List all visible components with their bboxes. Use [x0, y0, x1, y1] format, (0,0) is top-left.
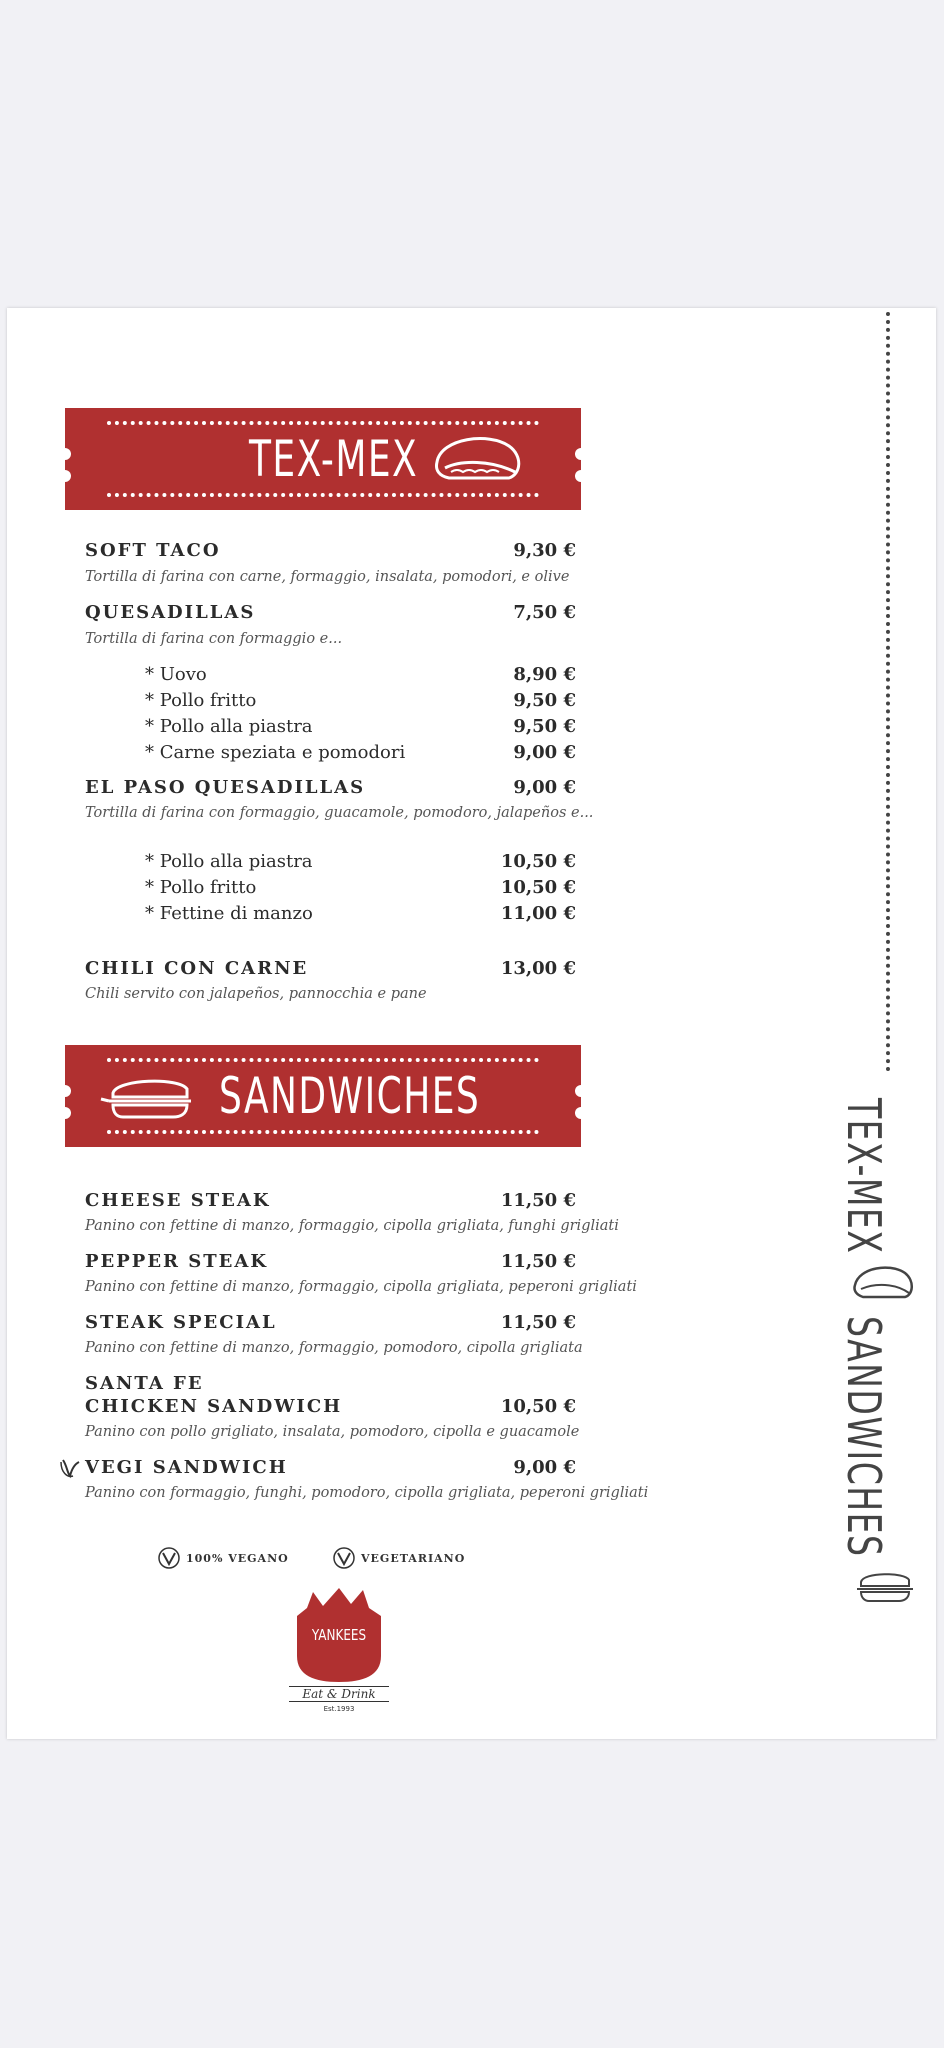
item-name: SANTA FE — [85, 1373, 204, 1394]
option-price: 10,50 € — [500, 877, 576, 898]
item-name: CHILI CON CARNE — [85, 958, 309, 979]
item-name: PEPPER STEAK — [85, 1251, 268, 1272]
option-price: 11,00 € — [500, 903, 576, 924]
option-price: 9,00 € — [513, 742, 576, 763]
side-label-texmex: TEX-MEX — [837, 1098, 891, 1255]
option-name: * Carne speziata e pomodori — [145, 742, 406, 763]
vegetarian-legend-icon — [332, 1546, 356, 1570]
side-sandwich-icon — [851, 1568, 917, 1604]
vegan-legend: 100% VEGANO — [186, 1552, 289, 1565]
item-name: QUESADILLAS — [85, 602, 256, 623]
item-price: 11,50 € — [500, 1190, 576, 1211]
item-price: 9,30 € — [513, 540, 576, 561]
option-name: * Fettine di manzo — [145, 903, 313, 924]
dotted-divider — [886, 312, 890, 1072]
side-taco-icon — [851, 1263, 917, 1303]
item-price: 9,00 € — [513, 777, 576, 798]
item-name: SOFT TACO — [85, 540, 221, 561]
option-price: 10,50 € — [500, 851, 576, 872]
item-description: Tortilla di farina con formaggio e... — [85, 631, 343, 647]
vegan-icon — [157, 1546, 181, 1570]
item-description: Panino con formaggio, funghi, pomodoro, cipolla grigliata, peperoni grigliati — [85, 1485, 649, 1501]
option-price: 9,50 € — [513, 716, 576, 737]
sandwiches-banner — [65, 1045, 581, 1147]
item-description: Chili servito con jalapeños, pannocchia e pane — [85, 986, 427, 1002]
option-name: * Pollo alla piastra — [145, 851, 313, 872]
item-price: 11,50 € — [500, 1251, 576, 1272]
option-name: * Pollo alla piastra — [145, 716, 313, 737]
side-label-sandwiches: SANDWICHES — [837, 1316, 891, 1558]
item-description: Panino con pollo grigliato, insalata, pomodoro, cipolla e guacamole — [85, 1424, 580, 1440]
texmex-banner — [65, 408, 581, 510]
item-description: Tortilla di farina con carne, formaggio, insalata, pomodori, e olive — [85, 569, 570, 585]
option-price: 8,90 € — [513, 664, 576, 685]
texmex-title: TEX-MEX — [249, 430, 419, 488]
item-price: 10,50 € — [500, 1396, 576, 1417]
item-price: 9,00 € — [513, 1457, 576, 1478]
menu-page — [7, 308, 936, 1739]
item-name: VEGI SANDWICH — [85, 1457, 288, 1478]
item-name: CHEESE STEAK — [85, 1190, 271, 1211]
logo-tagline: Eat & Drink — [289, 1686, 389, 1702]
item-price: 7,50 € — [513, 602, 576, 623]
item-description: Panino con fettine di manzo, formaggio, cipolla grigliata, funghi grigliati — [85, 1218, 619, 1234]
sandwiches-title: SANDWICHES — [219, 1067, 481, 1125]
item-name: STEAK SPECIAL — [85, 1312, 277, 1333]
option-name: * Pollo fritto — [145, 877, 257, 898]
yankees-logo — [289, 1586, 389, 1716]
item-name: EL PASO QUESADILLAS — [85, 777, 366, 798]
item-price: 13,00 € — [500, 958, 576, 979]
side-label — [837, 1098, 929, 1598]
taco-icon — [431, 432, 527, 486]
item-description: Panino con fettine di manzo, formaggio, pomodoro, cipolla grigliata — [85, 1340, 583, 1356]
item-price: 11,50 € — [500, 1312, 576, 1333]
option-name: * Uovo — [145, 664, 207, 685]
vegetarian-legend: VEGETARIANO — [361, 1552, 466, 1565]
logo-est: Est.1993 — [323, 1705, 355, 1713]
option-name: * Pollo fritto — [145, 690, 257, 711]
item-name: CHICKEN SANDWICH — [85, 1396, 343, 1417]
sandwich-icon — [99, 1071, 199, 1123]
item-description: Tortilla di farina con formaggio, guacamole, pomodoro, jalapeños e... — [85, 805, 594, 821]
vegetarian-icon — [57, 1456, 81, 1480]
item-description: Panino con fettine di manzo, formaggio, cipolla grigliata, peperoni grigliati — [85, 1279, 637, 1295]
option-price: 9,50 € — [513, 690, 576, 711]
logo-name: YANKEES — [311, 1626, 367, 1644]
